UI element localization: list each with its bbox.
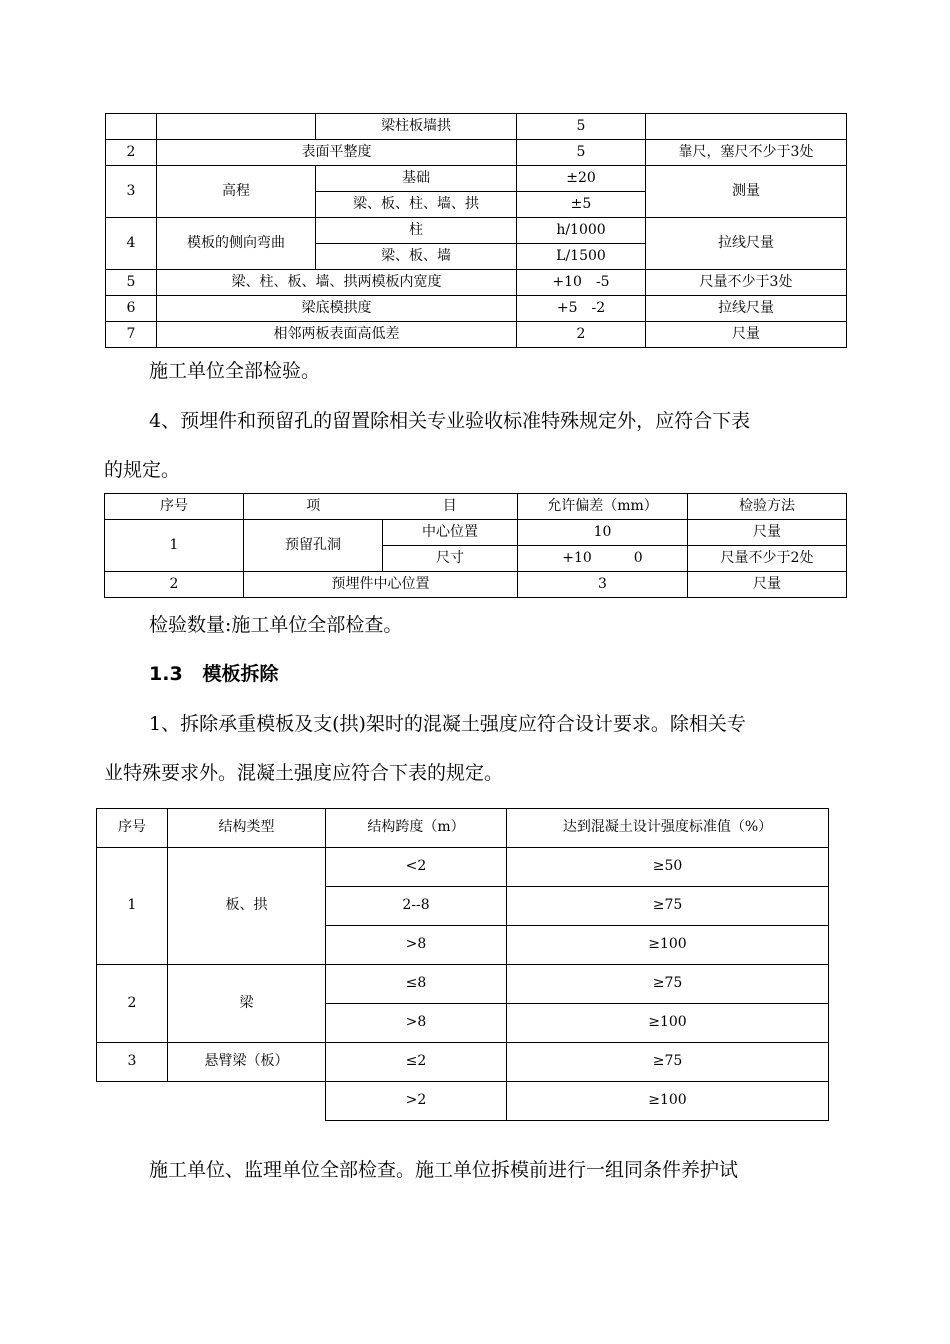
row-no: 4	[106, 218, 157, 270]
row-item: 高程	[157, 166, 316, 218]
row-strength: ≥100	[507, 1004, 829, 1043]
row-tolerance: ±5	[517, 192, 646, 218]
row-span: >2	[326, 1082, 507, 1121]
row-span: <2	[326, 848, 507, 887]
row-no	[106, 114, 157, 140]
row-method: 尺量	[646, 322, 847, 348]
row-span: ≤8	[326, 965, 507, 1004]
paragraph-formwork-removal-cont: 业特殊要求外。混凝土强度应符合下表的规定。	[104, 762, 504, 784]
row-item: 预留孔洞	[244, 520, 383, 572]
row-no: 7	[106, 322, 157, 348]
paragraph-formwork-removal: 1、拆除承重模板及支(拱)架时的混凝土强度应符合设计要求。除相关专	[149, 713, 746, 735]
row-sub: 梁、板、墙	[316, 244, 517, 270]
row-tolerance: 2	[517, 322, 646, 348]
paragraph-embedded-parts: 4、预埋件和预留孔的留置除相关专业验收标准特殊规定外，应符合下表	[149, 410, 751, 432]
row-type: 板、拱	[168, 848, 326, 965]
row-method	[646, 114, 847, 140]
row-span: ≤2	[326, 1043, 507, 1082]
table-row	[97, 1043, 829, 1082]
concrete-strength-table	[96, 808, 829, 1121]
row-tolerance: +10 0	[518, 546, 688, 572]
row-sub: 梁柱板墙拱	[316, 114, 517, 140]
formwork-tolerance-table	[105, 113, 847, 348]
row-method: 尺量	[688, 520, 847, 546]
row-no: 5	[106, 270, 157, 296]
row-span: 2--8	[326, 887, 507, 926]
section-title: 模板拆除	[202, 663, 279, 685]
row-span: >8	[326, 926, 507, 965]
embedded-parts-table	[104, 493, 847, 598]
table-row	[106, 114, 847, 140]
row-method: 靠尺，塞尺不少于3处	[646, 140, 847, 166]
row-method: 尺量不少于2处	[688, 546, 847, 572]
row-tolerance: +10 -5	[517, 270, 646, 296]
header-item: 项	[244, 494, 383, 520]
row-item: 梁、柱、板、墙、拱两模板内宽度	[157, 270, 517, 296]
empty-cell	[97, 1082, 168, 1121]
section-number: 1.3	[149, 663, 183, 685]
row-no: 2	[105, 572, 244, 598]
row-tolerance: ±20	[517, 166, 646, 192]
table-row	[106, 140, 847, 166]
row-no: 3	[97, 1043, 168, 1082]
row-no: 3	[106, 166, 157, 218]
table-row	[106, 296, 847, 322]
row-tolerance: +5 -2	[517, 296, 646, 322]
table-row	[97, 965, 829, 1004]
row-item	[157, 114, 316, 140]
row-no: 1	[97, 848, 168, 965]
row-tolerance: L/1500	[517, 244, 646, 270]
row-strength: ≥75	[507, 887, 829, 926]
row-sub: 尺寸	[383, 546, 518, 572]
row-method: 尺量	[688, 572, 847, 598]
header-span: 结构跨度（m）	[326, 809, 507, 848]
table-row	[97, 1082, 829, 1121]
paragraph-embedded-parts-cont: 的规定。	[104, 459, 181, 481]
table-row	[106, 270, 847, 296]
row-no: 6	[106, 296, 157, 322]
row-item: 相邻两板表面高低差	[157, 322, 517, 348]
header-method: 检验方法	[688, 494, 847, 520]
table-row	[106, 218, 847, 244]
header-strength: 达到混凝土设计强度标准值（%）	[507, 809, 829, 848]
row-tolerance: 10	[518, 520, 688, 546]
header-item-2: 目	[383, 494, 518, 520]
table-row	[105, 520, 847, 546]
row-type: 梁	[168, 965, 326, 1043]
row-sub: 基础	[316, 166, 517, 192]
row-tolerance: 3	[518, 572, 688, 598]
row-item: 梁底模拱度	[157, 296, 517, 322]
row-item: 模板的侧向弯曲	[157, 218, 316, 270]
row-item: 预埋件中心位置	[244, 572, 518, 598]
table-row	[106, 166, 847, 192]
row-method: 拉线尺量	[646, 296, 847, 322]
row-sub: 梁、板、柱、墙、拱	[316, 192, 517, 218]
row-method: 尺量不少于3处	[646, 270, 847, 296]
header-no: 序号	[97, 809, 168, 848]
header-structure-type: 结构类型	[168, 809, 326, 848]
row-tolerance: 5	[517, 114, 646, 140]
paragraph-inspection-quantity: 检验数量:施工单位全部检查。	[149, 614, 403, 636]
row-strength: ≥50	[507, 848, 829, 887]
table-row	[105, 572, 847, 598]
table-row	[97, 848, 829, 887]
table-header-row	[97, 809, 829, 848]
row-span: >8	[326, 1004, 507, 1043]
header-tolerance: 允许偏差（mm）	[518, 494, 688, 520]
section-heading	[149, 662, 279, 686]
paragraph-supervision: 施工单位、监理单位全部检查。施工单位拆模前进行一组同条件养护试	[149, 1159, 739, 1181]
row-no: 2	[97, 965, 168, 1043]
row-type: 悬臂梁（板）	[168, 1043, 326, 1082]
row-tolerance: 5	[517, 140, 646, 166]
paragraph-inspection-note: 施工单位全部检验。	[149, 360, 321, 382]
row-no: 2	[106, 140, 157, 166]
table-row	[106, 322, 847, 348]
row-tolerance: h/1000	[517, 218, 646, 244]
header-no: 序号	[105, 494, 244, 520]
row-method: 拉线尺量	[646, 218, 847, 270]
row-item: 表面平整度	[157, 140, 517, 166]
empty-cell	[168, 1082, 326, 1121]
table-header-row	[105, 494, 847, 520]
row-method: 测量	[646, 166, 847, 218]
row-sub: 中心位置	[383, 520, 518, 546]
row-sub: 柱	[316, 218, 517, 244]
row-strength: ≥100	[507, 1082, 829, 1121]
row-strength: ≥100	[507, 926, 829, 965]
row-strength: ≥75	[507, 965, 829, 1004]
row-no: 1	[105, 520, 244, 572]
row-strength: ≥75	[507, 1043, 829, 1082]
